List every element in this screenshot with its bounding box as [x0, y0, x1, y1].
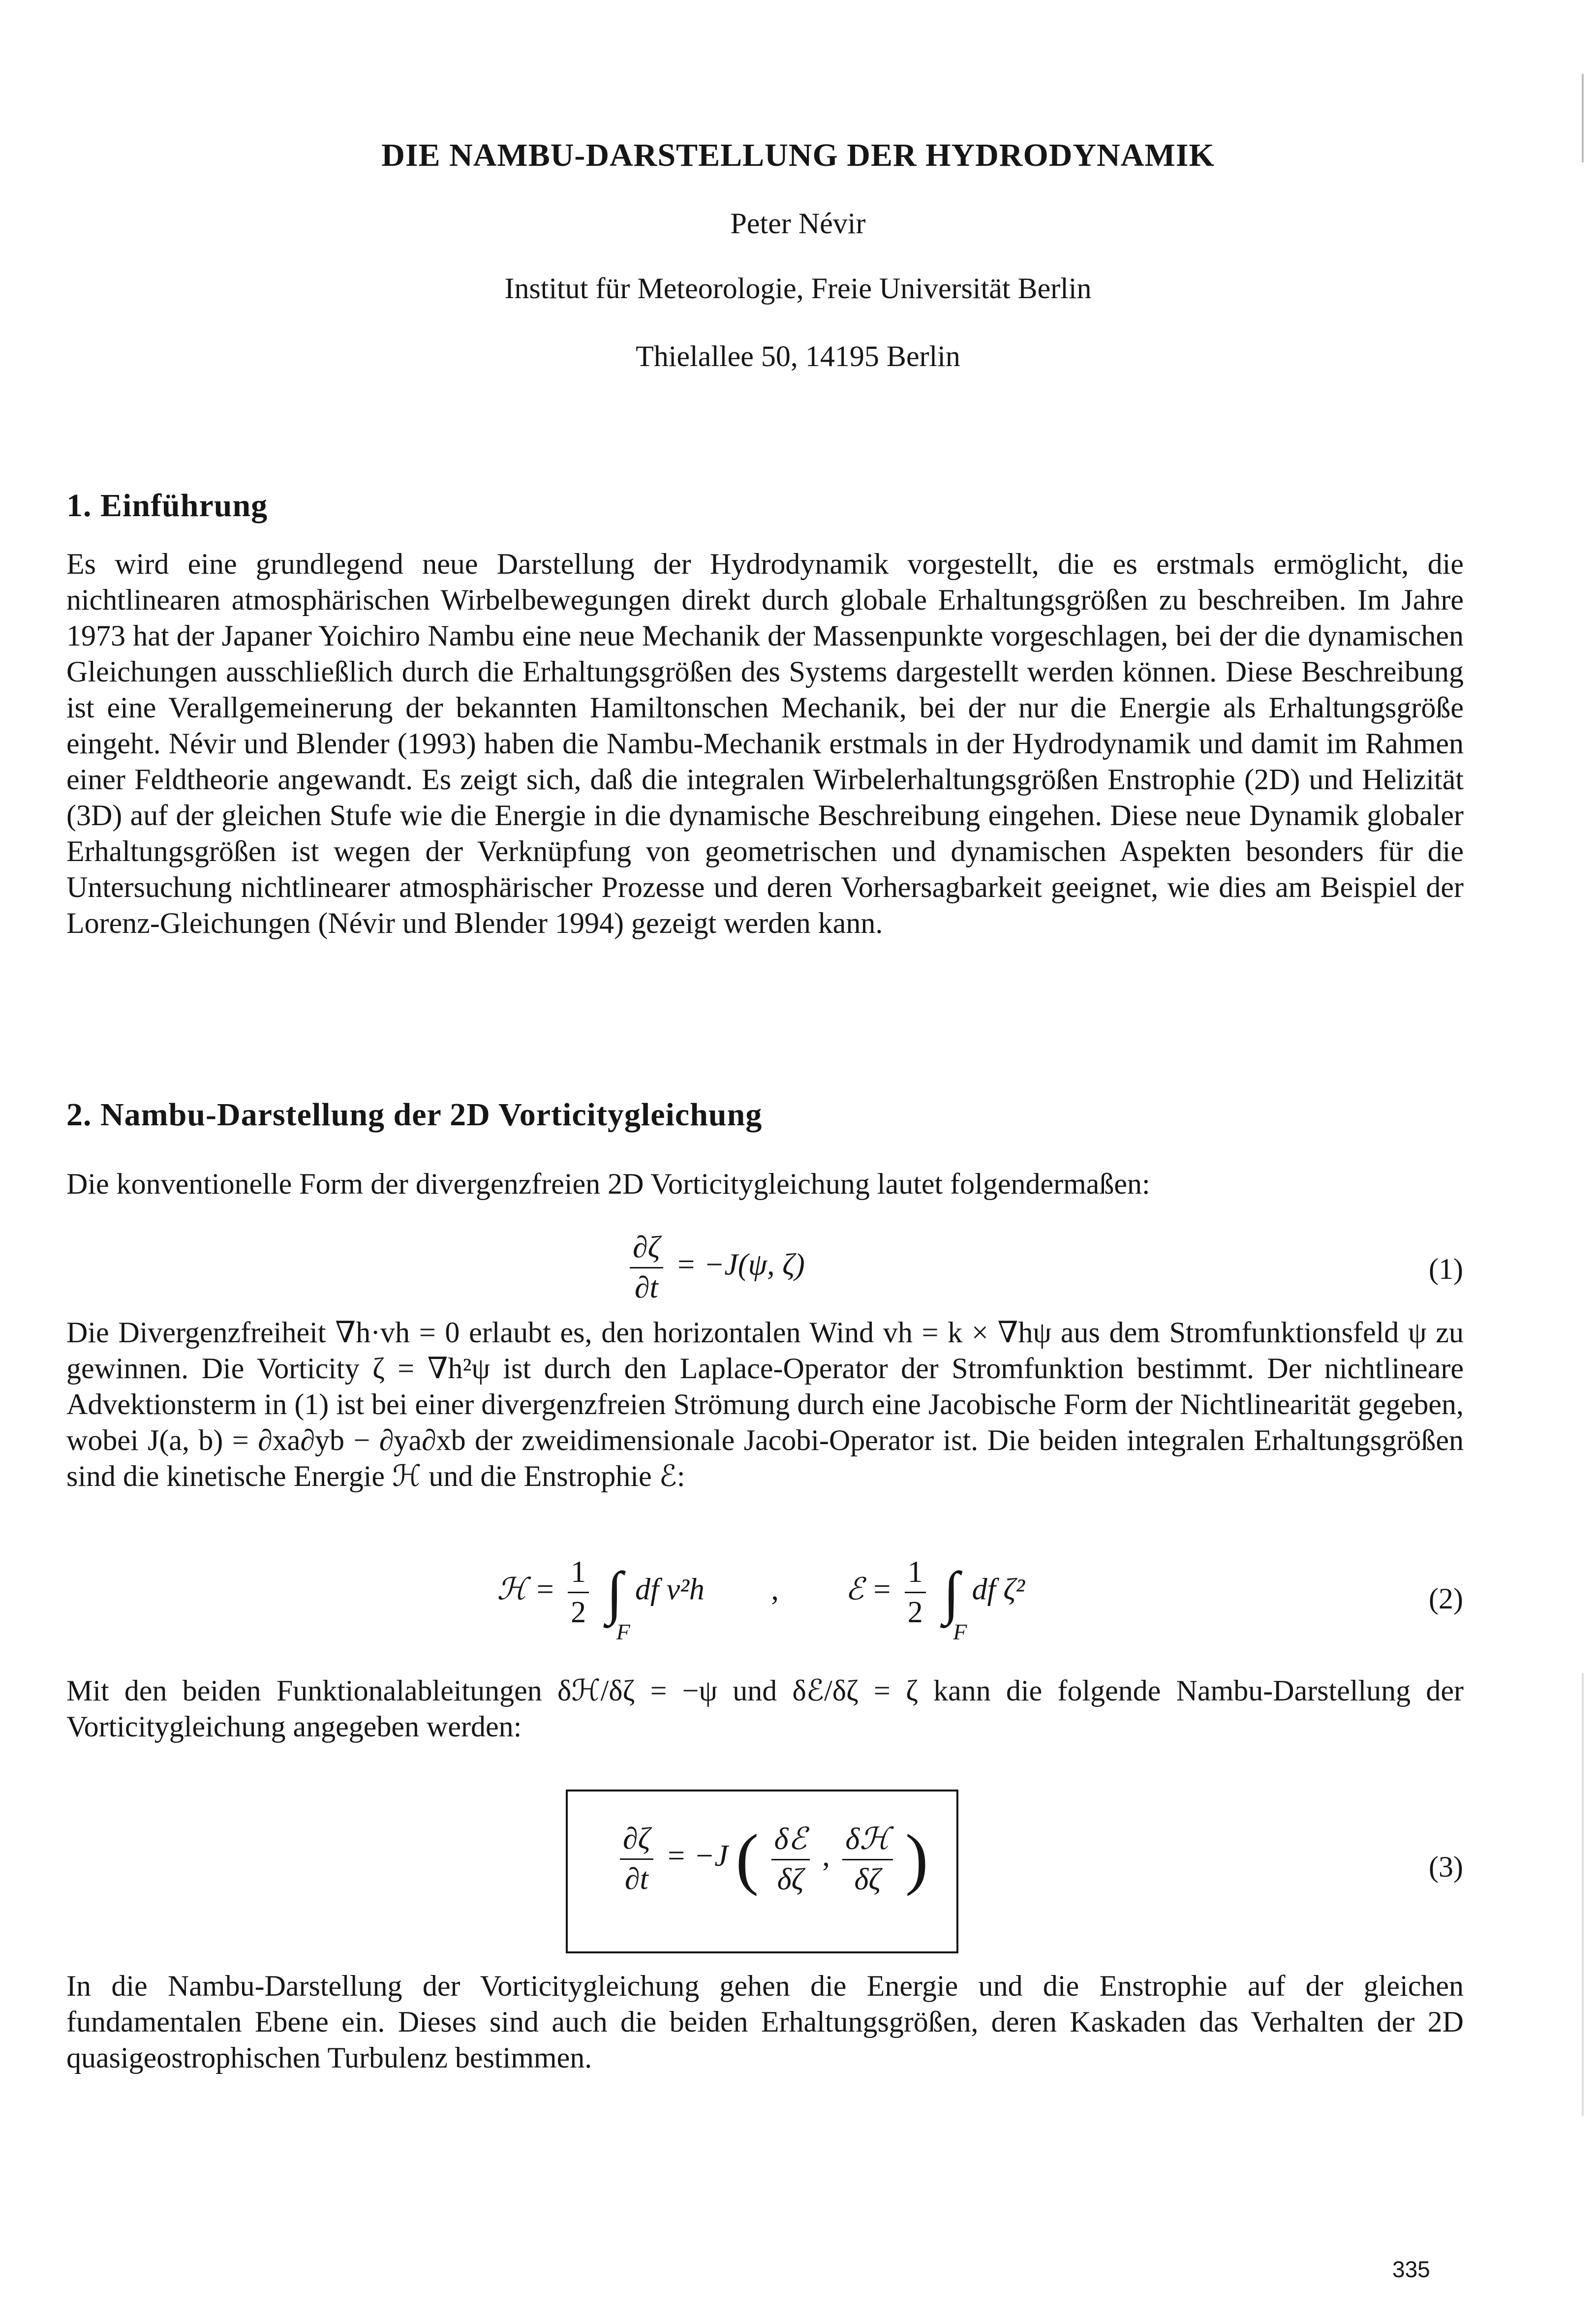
eq3-label: (3) [1429, 1851, 1463, 1883]
eq3-right-paren: ) [905, 1821, 928, 1897]
eq2-label: (2) [1429, 1582, 1463, 1615]
eq2-half-fraction-1: $\frac{1}{2}$ [568, 1555, 589, 1630]
section-1-paragraph: Es wird eine grundlegend neue Darstellung der Hydrodynamik vorgestellt, die es erstmals ermöglicht, die nichtlinearen atmosphärischen Wirbelbewegungen direkt durch globale Erhaltungsgrößen zu beschreiben. Im Jahre 1973 hat der Japaner Yoichiro Nambu eine neue Mechanik der Massenpunkte vorgeschlagen, bei der die dynamischen Gleichungen ausschließlich durch die Erhaltungsgrößen des Systems dargestellt werden können. Diese Beschreibung ist eine Verallgemeinerung der bekannten Hamiltonschen Mechanik, bei der nur die Energie als Erhaltungsgröße eingeht. Névir und Blender (1993) haben die Nambu-Mechanik erstmals in der Hydrodynamik und damit im Rahmen einer Feldtheorie angewandt. Es zeigt sich, daß die integralen Wirbelerhaltungsgrößen Enstrophie (2D) und Helizität (3D) auf der gleichen Stufe wie die Energie in die dynamische Beschreibung eingehen. Diese neue Dynamik globaler Erhaltungsgrößen ist wegen der Verknüpfung von geometrischen und dynamischen Aspekten besonders für die Untersuchung nichtlinearer atmosphärischer Prozesse und deren Vorhersagbarkeit geeignet, wie dies am Beispiel der Lorenz-Gleichungen (Névir und Blender 1994) gezeigt werden kann. [66, 548, 1464, 939]
eq1-fraction: $\frac{\partial\zeta}{\partial t}$ [630, 1230, 663, 1305]
section-2-heading: 2. Nambu-Darstellung der 2D Vorticitygleichung [66, 1097, 763, 1133]
equation-1 [0, 1230, 1596, 1314]
eq1-rhs: = −J(ψ, ζ) [675, 1248, 805, 1282]
eq2-half-fraction-2: $\frac{1}{2}$ [905, 1555, 926, 1630]
author-address: Thielallee 50, 14195 Berlin [636, 340, 960, 372]
eq2-integral-sign-1: ∫ F [606, 1559, 630, 1644]
eq2-energy-lhs: ℋ = [497, 1573, 555, 1606]
section-2-paragraph-3: Mit den beiden Funktionalableitungen δℋ/δζ = −ψ und δℰ/δζ = ζ kann die folgende Nambu-Darstellung der Vorticitygleichung angegeben werden: [66, 1674, 1464, 1743]
eq3-operator: = −J [666, 1839, 728, 1873]
author-name: Peter Névir [730, 207, 866, 240]
equation-3 [0, 1821, 1596, 1919]
eq3-lhs-fraction: $\frac{\partial\zeta}{\partial t}$ [620, 1822, 653, 1897]
section-2-paragraph-4: In die Nambu-Darstellung der Vorticitygleichung gehen die Energie und die Enstrophie auf der gleichen fundamentalen Ebene ein. Dieses sind auch die beiden Erhaltungsgrößen, deren Kaskaden das Verhalten der 2D quasigeostrophischen Turbulenz bestimmen. [66, 1970, 1464, 2074]
eq3-left-paren: ( [736, 1821, 759, 1897]
section-2-intro: Die konventionelle Form der divergenzfreien 2D Vorticitygleichung lautet folgendermaßen: [66, 1168, 1150, 1200]
paper-title: DIE NAMBU-DARSTELLUNG DER HYDRODYNAMIK [381, 137, 1215, 173]
eq2-enstrophy-integrand: df ζ² [972, 1573, 1025, 1606]
eq3-enstrophy-derivative: $\frac{\text{δℰ}}{\delta\zeta}$ [771, 1821, 810, 1897]
section-2-paragraph-2: Die Divergenzfreiheit ∇h·vh = 0 erlaubt es, den horizontalen Wind vh = k × ∇hψ aus dem Stromfunktionsfeld ψ zu gewinnen. Die Vorticity ζ = ∇h²ψ ist durch den Laplace-Operator der Stromfunktion bestimmt. Der nichtlineare Advektionsterm in (1) ist bei einer divergenzfreien Strömung durch eine Jacobische Form der Nichtlinearität gegeben, wobei J(a, b) = ∂xa∂yb − ∂ya∂xb der zweidimensionale Jacobi-Operator ist. Die beiden integralen Erhaltungsgrößen sind die kinetische Energie ℋ und die Enstrophie ℰ: [66, 1316, 1464, 1492]
section-1-heading: 1. Einführung [66, 488, 268, 524]
page-number: 335 [1392, 2256, 1430, 2282]
eq2-integral-sign-2: ∫ F [943, 1559, 967, 1644]
eq2-energy-integrand: df v²h [635, 1573, 705, 1606]
scan-edge-mark [1582, 1673, 1584, 2116]
eq3-comma: , [822, 1839, 830, 1873]
scan-edge-mark [1582, 74, 1584, 162]
eq2-separator: , [771, 1573, 779, 1606]
author-affiliation: Institut für Meteorologie, Freie Universität Berlin [504, 272, 1092, 305]
eq3-energy-derivative: $\frac{\text{δℋ}}{\delta\zeta}$ [842, 1821, 892, 1897]
eq2-enstrophy-lhs: ℰ = [845, 1573, 892, 1606]
eq1-label: (1) [1429, 1253, 1463, 1285]
equation-2 [0, 1555, 1596, 1653]
